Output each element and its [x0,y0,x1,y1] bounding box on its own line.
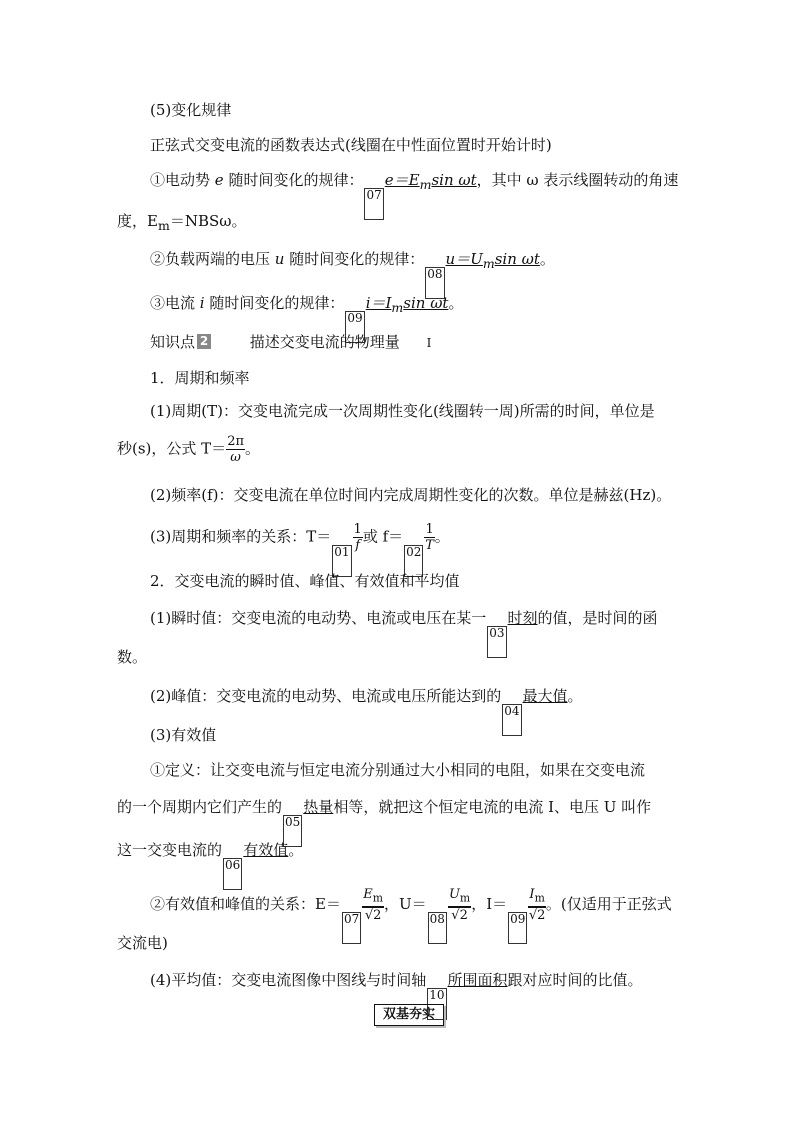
instant-value-line: (1)瞬时值：交变电流的电动势、电流或电压在某一03时刻的值，是时间的函 [150,608,658,658]
answer-voltage: $u=U_m\sin$ ωt [445,250,540,271]
answer-box-09: 09 [345,311,364,343]
answer-box-01: 01 [332,545,351,577]
relation-effective-peak: ②有效值和峰值的关系：E＝07 $\frac{E_m}{√2}$ ，U＝08 $\frac{U_m}{√2}$ ，I＝09 $\frac{I_m}{√2}$ 。(仅适用于正弦式 [150,887,672,944]
period-formula: 秒(s)，公式 T＝ $\frac{2\pi}{\omega}$ 。 [117,434,261,465]
answer-emf: $e=E_m\sin$ ωt [384,171,477,192]
section-1-title: 1．周期和频率 [150,369,250,387]
definition-line-2: 的一个周期内它们产生的05热量相等，就把这个恒定电流的电流 I、电压 U 叫作 [117,797,651,847]
answer-current: $i=I_m\sin$ ωt [365,294,449,315]
answer-box-08: 08 [425,267,444,299]
emf-line: ①电动势 e 随时间变化的规律：$07e=E_m\sin$ ωt，其中 ω 表示线圈转动的角速 [150,170,678,220]
answer-heat: 热量 [303,798,334,816]
answer-box-04: 04 [502,704,521,736]
answer-peak: 最大值 [522,687,568,705]
frequency-line: (2)频率(f)：交变电流在单位时间内完成周期性变化的次数。单位是赫兹(Hz)。 [150,486,672,504]
peak-value-line: (2)峰值：交变电流的电动势、电流或电压所能达到的04最大值。 [150,686,583,736]
section-5-title: (5)变化规律 [150,101,232,119]
current-line: ③电流 i 随时间变化的规律：$09i=I_m\sin$ ωt。 [150,293,463,343]
answer-box-03: 03 [487,626,506,658]
section-footer-label: 双基夯实 [374,1004,444,1026]
knowledge-point-heading: 知识点 2 描述交变电流的物理量 I [150,333,432,351]
emf-line-cont: 度，$E_m=NBS\omega$。 [117,212,247,233]
definition-line: ①定义：让交变电流与恒定电流分别通过大小相同的电阻，如果在交变电流 [150,761,646,779]
period-line: (1)周期(T)：交变电流完成一次周期性变化(线圈转一周)所需的时间，单位是 [150,402,655,420]
answer-effective: 有效值 [243,841,289,859]
answer-box-10: 10 [427,988,446,1020]
answer-box-02: 02 [404,545,423,577]
answer-box-07: 07 [364,188,383,220]
answer-area: 所围面积 [447,971,508,989]
answer-instant: 时刻 [507,609,538,627]
knowledge-point-number: 2 [197,334,211,349]
effective-value-title: (3)有效值 [150,726,217,744]
answer-box-06: 06 [223,858,242,890]
section-2-title: 2．交变电流的瞬时值、峰值、有效值和平均值 [150,572,460,590]
fraction-2pi-omega: $\frac{2\pi}{\omega}$ [227,434,245,465]
average-value-line: (4)平均值：交变电流图像中图线与时间轴10所围面积跟对应时间的比值。 [150,970,643,1020]
section-5-intro: 正弦式交变电流的函数表达式(线圈在中性面位置时开始计时) [150,136,552,154]
voltage-line: ②负载两端的电压 u 随时间变化的规律：$08u=U_m\sin$ ωt。 [150,249,555,299]
answer-box-05: 05 [283,815,302,847]
relation-line: (3)周期和频率的关系：T＝01 $\frac{1}{f}$ 或 f＝02 $\frac{1}{T}$ 。 [150,522,450,577]
knowledge-point-title: 描述交变电流的物理量 [249,333,400,351]
definition-line-3: 这一交变电流的06有效值。 [117,840,303,890]
